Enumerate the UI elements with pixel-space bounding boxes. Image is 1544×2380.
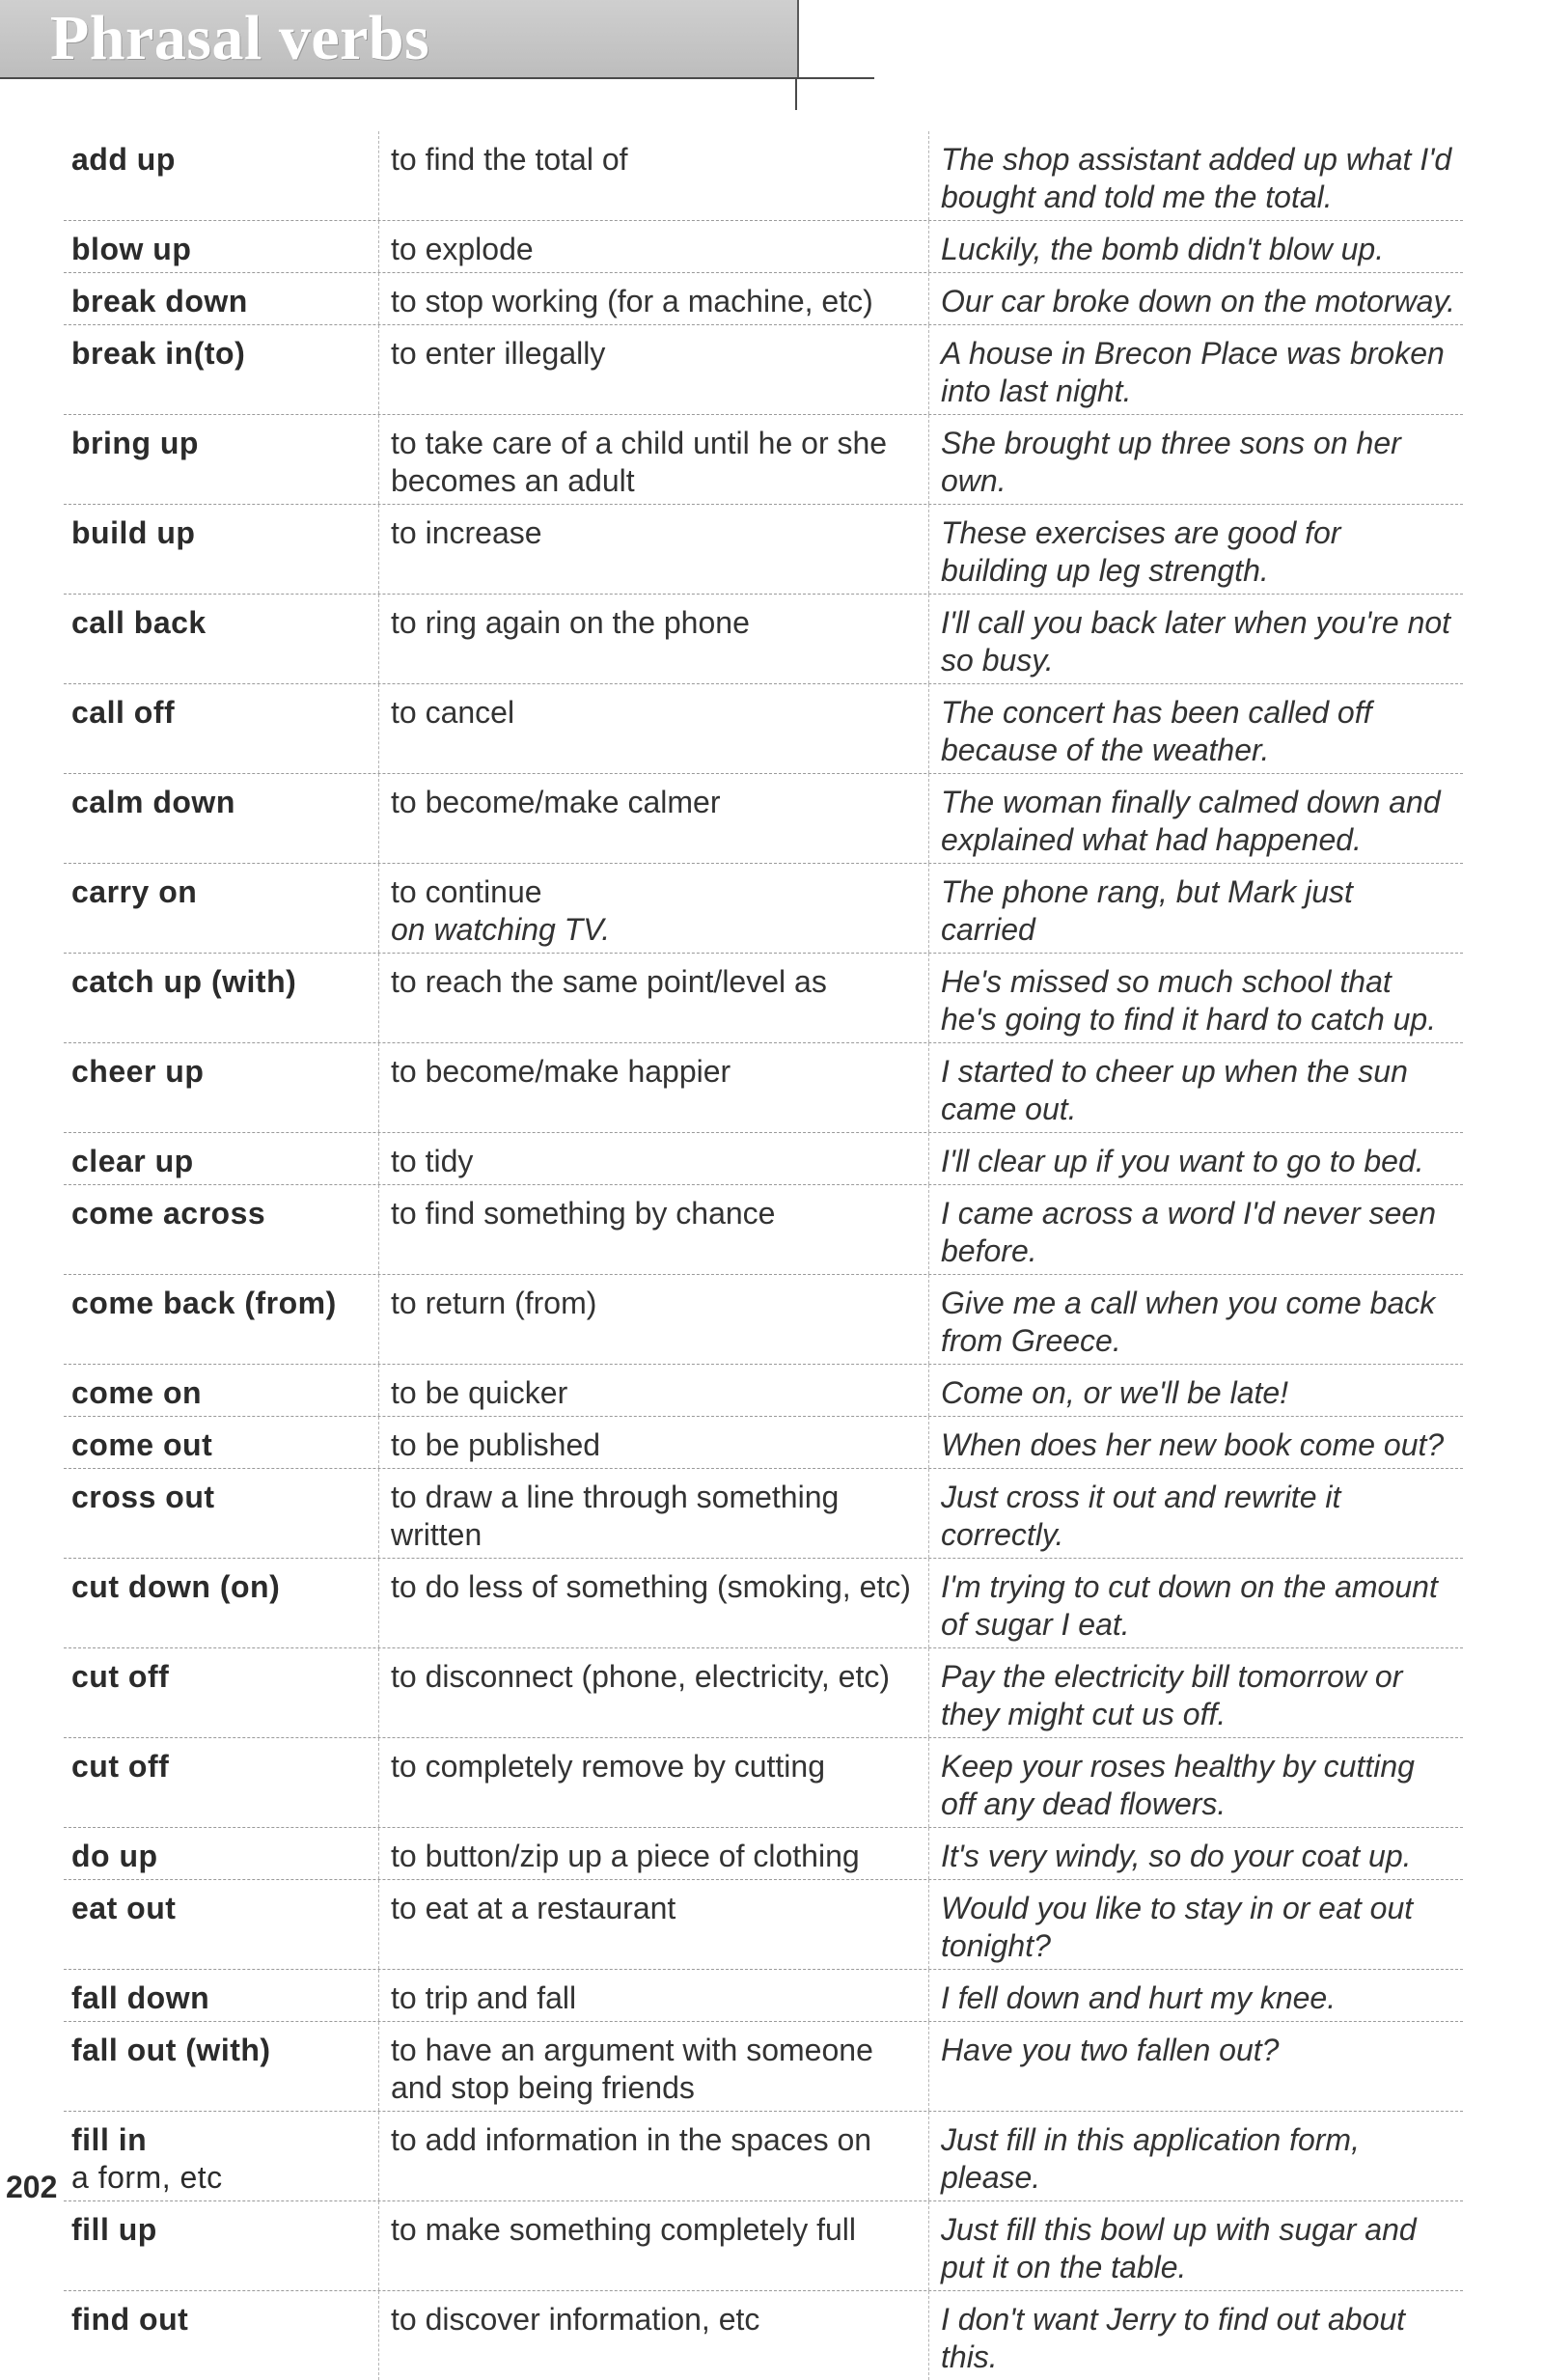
table-row <box>64 864 1463 954</box>
definition <box>378 595 928 683</box>
definition-text: to do less of something (smoking, etc) <box>391 1569 911 1604</box>
example-sentence: Just fill in this application form, please. <box>928 2112 1463 2200</box>
table-row <box>64 273 1463 325</box>
example-sentence: Give me a call when you come back from Greece. <box>928 1275 1463 1364</box>
definition-text: to reach the same point/level as <box>391 964 827 999</box>
example-sentence: I'll clear up if you want to go to bed. <box>928 1133 1463 1184</box>
definition <box>378 1275 928 1364</box>
example-sentence: The concert has been called off because of the weather. <box>928 684 1463 773</box>
example-sentence: Luckily, the bomb didn't blow up. <box>928 221 1463 272</box>
title-rule <box>0 77 874 79</box>
table-row <box>64 1559 1463 1648</box>
phrasal-verb <box>64 273 378 324</box>
example-sentence: A house in Brecon Place was broken into last night. <box>928 325 1463 414</box>
phrasal-verb-text: cut off <box>71 1659 170 1694</box>
phrasal-verb-text: do up <box>71 1839 158 1873</box>
definition-text: to find something by chance <box>391 1196 776 1231</box>
definition-text: to make something completely full <box>391 2212 856 2247</box>
definition-text: to completely remove by cutting <box>391 1749 825 1784</box>
phrasal-verb-note: a form, etc <box>71 2160 223 2195</box>
definition <box>378 1469 928 1558</box>
definition-text: to tidy <box>391 1144 474 1178</box>
table-row <box>64 2112 1463 2201</box>
table-row <box>64 1417 1463 1469</box>
definition-text: to trip and fall <box>391 1980 577 2015</box>
table-row <box>64 1365 1463 1417</box>
definition-text: to explode <box>391 232 534 266</box>
definition-text: to discover information, etc <box>391 2302 760 2337</box>
example-sentence: She brought up three sons on her own. <box>928 415 1463 504</box>
phrasal-verb-text: come out <box>71 1427 213 1462</box>
table-row <box>64 774 1463 864</box>
phrasal-verb <box>64 1970 378 2021</box>
definition-text: to draw a line through something written <box>391 1480 840 1552</box>
definition-text: to become/make calmer <box>391 785 721 819</box>
phrasal-verb-text: calm down <box>71 785 235 819</box>
example-sentence: He's missed so much school that he's going to find it hard to catch up. <box>928 954 1463 1042</box>
definition-text: to increase <box>391 515 542 550</box>
page-number: 202 <box>6 2170 58 2204</box>
definition-text: to continue <box>391 874 542 909</box>
definition <box>378 1970 928 2021</box>
phrasal-verb <box>64 1880 378 1969</box>
table-row <box>64 1880 1463 1970</box>
example-sentence: These exercises are good for building up leg strength. <box>928 505 1463 594</box>
definition-text: to enter illegally <box>391 336 606 371</box>
phrasal-verb-text: eat out <box>71 1891 177 1925</box>
definition-text: to become/make happier <box>391 1054 731 1089</box>
table-row <box>64 595 1463 684</box>
table-row <box>64 1133 1463 1185</box>
definition <box>378 1417 928 1468</box>
table-row <box>64 1043 1463 1133</box>
definition <box>378 221 928 272</box>
table-row <box>64 221 1463 273</box>
phrasal-verb-text: call off <box>71 695 176 730</box>
phrasal-verb <box>64 774 378 863</box>
phrasal-verb-text: fall out (with) <box>71 2033 271 2067</box>
phrasal-verb <box>64 325 378 414</box>
definition-text: to add information in the spaces on <box>391 2122 872 2157</box>
definition <box>378 684 928 773</box>
phrasal-verb-text: fill up <box>71 2212 157 2247</box>
phrasal-verb <box>64 2291 378 2380</box>
table-row <box>64 954 1463 1043</box>
definition <box>378 415 928 504</box>
example-sentence: Have you two fallen out? <box>928 2022 1463 2111</box>
phrasal-verb <box>64 1828 378 1879</box>
example-sentence: I'm trying to cut down on the amount of sugar I eat. <box>928 1559 1463 1647</box>
phrasal-verb <box>64 221 378 272</box>
example-sentence: It's very windy, so do your coat up. <box>928 1828 1463 1879</box>
example-sentence: Just cross it out and rewrite it correctly. <box>928 1469 1463 1558</box>
table-row <box>64 131 1463 221</box>
definition-note: on watching TV. <box>391 912 611 947</box>
example-sentence: Pay the electricity bill tomorrow or they might cut us off. <box>928 1648 1463 1737</box>
definition <box>378 1828 928 1879</box>
phrasal-verbs-table <box>64 131 1463 2380</box>
table-row <box>64 1185 1463 1275</box>
example-sentence: I'll call you back later when you're not so busy. <box>928 595 1463 683</box>
phrasal-verb-text: bring up <box>71 426 199 460</box>
definition <box>378 505 928 594</box>
phrasal-verb-text: come across <box>71 1196 266 1231</box>
example-sentence: The phone rang, but Mark just carried <box>928 864 1463 953</box>
definition <box>378 1185 928 1274</box>
definition <box>378 954 928 1042</box>
phrasal-verb-text: cheer up <box>71 1054 205 1089</box>
phrasal-verb-text: blow up <box>71 232 192 266</box>
definition <box>378 2201 928 2290</box>
table-row <box>64 325 1463 415</box>
definition-text: to return (from) <box>391 1286 597 1320</box>
phrasal-verb-text: fall down <box>71 1980 210 2015</box>
definition-text: to ring again on the phone <box>391 605 750 640</box>
phrasal-verb <box>64 1275 378 1364</box>
title-rule-tick <box>795 77 797 110</box>
table-row <box>64 2201 1463 2291</box>
phrasal-verb <box>64 2201 378 2290</box>
phrasal-verb <box>64 1469 378 1558</box>
phrasal-verb-text: carry on <box>71 874 198 909</box>
table-row <box>64 1970 1463 2022</box>
definition <box>378 1043 928 1132</box>
phrasal-verb <box>64 415 378 504</box>
phrasal-verb <box>64 1043 378 1132</box>
example-sentence: Come on, or we'll be late! <box>928 1365 1463 1416</box>
example-sentence: The woman finally calmed down and explained what had happened. <box>928 774 1463 863</box>
phrasal-verb-text: cut down (on) <box>71 1569 281 1604</box>
definition <box>378 325 928 414</box>
definition-text: to find the total of <box>391 142 628 177</box>
example-sentence: I came across a word I'd never seen before. <box>928 1185 1463 1274</box>
definition <box>378 774 928 863</box>
page-title: Phrasal verbs <box>50 3 430 73</box>
definition <box>378 273 928 324</box>
definition <box>378 2022 928 2111</box>
example-sentence: Our car broke down on the motorway. <box>928 273 1463 324</box>
phrasal-verb-text: break in(to) <box>71 336 246 371</box>
example-sentence: When does her new book come out? <box>928 1417 1463 1468</box>
phrasal-verb <box>64 1185 378 1274</box>
table-row <box>64 1828 1463 1880</box>
phrasal-verb-text: clear up <box>71 1144 194 1178</box>
table-row <box>64 1469 1463 1559</box>
table-row <box>64 1275 1463 1365</box>
phrasal-verb <box>64 864 378 953</box>
definition <box>378 1365 928 1416</box>
phrasal-verb <box>64 1365 378 1416</box>
phrasal-verb-text: call back <box>71 605 207 640</box>
definition-text: to disconnect (phone, electricity, etc) <box>391 1659 890 1694</box>
definition <box>378 1880 928 1969</box>
table-row <box>64 505 1463 595</box>
phrasal-verb-text: build up <box>71 515 196 550</box>
example-sentence: I started to cheer up when the sun came out. <box>928 1043 1463 1132</box>
phrasal-verb-text: find out <box>71 2302 189 2337</box>
definition <box>378 2291 928 2380</box>
definition <box>378 864 928 953</box>
phrasal-verb <box>64 1648 378 1737</box>
definition-text: to eat at a restaurant <box>391 1891 676 1925</box>
title-banner <box>0 0 799 77</box>
definition <box>378 1648 928 1737</box>
table-row <box>64 2022 1463 2112</box>
definition-text: to take care of a child until he or she becomes an adult <box>391 426 888 498</box>
phrasal-verb-text: come back (from) <box>71 1286 337 1320</box>
definition-text: to stop working (for a machine, etc) <box>391 284 873 318</box>
definition <box>378 1133 928 1184</box>
example-sentence: I don't want Jerry to find out about this. <box>928 2291 1463 2380</box>
phrasal-verb <box>64 595 378 683</box>
phrasal-verb-text: cross out <box>71 1480 215 1514</box>
example-sentence: The shop assistant added up what I'd bought and told me the total. <box>928 131 1463 220</box>
phrasal-verb-text: cut off <box>71 1749 170 1784</box>
phrasal-verb <box>64 2022 378 2111</box>
phrasal-verb <box>64 1738 378 1827</box>
phrasal-verb <box>64 1133 378 1184</box>
definition-text: to button/zip up a piece of clothing <box>391 1839 860 1873</box>
table-row <box>64 2291 1463 2380</box>
phrasal-verb-text: break down <box>71 284 248 318</box>
example-sentence: I fell down and hurt my knee. <box>928 1970 1463 2021</box>
definition <box>378 1559 928 1647</box>
definition-text: to cancel <box>391 695 515 730</box>
definition-text: to be published <box>391 1427 601 1462</box>
phrasal-verb <box>64 131 378 220</box>
example-sentence: Just fill this bowl up with sugar and put it on the table. <box>928 2201 1463 2290</box>
phrasal-verb <box>64 684 378 773</box>
definition <box>378 2112 928 2200</box>
phrasal-verb-text: come on <box>71 1375 203 1410</box>
definition <box>378 1738 928 1827</box>
phrasal-verb <box>64 1417 378 1468</box>
phrasal-verb-text: add up <box>71 142 176 177</box>
phrasal-verb <box>64 505 378 594</box>
table-row <box>64 684 1463 774</box>
phrasal-verb-text: fill in <box>71 2122 148 2157</box>
definition-text: to be quicker <box>391 1375 568 1410</box>
definition <box>378 131 928 220</box>
table-row <box>64 1648 1463 1738</box>
definition-text: to have an argument with someone and stop being friends <box>391 2033 873 2105</box>
table-row <box>64 415 1463 505</box>
phrasal-verb-text: catch up (with) <box>71 964 297 999</box>
table-row <box>64 1738 1463 1828</box>
example-sentence: Keep your roses healthy by cutting off any dead flowers. <box>928 1738 1463 1827</box>
phrasal-verb <box>64 1559 378 1647</box>
phrasal-verb <box>64 954 378 1042</box>
phrasal-verb <box>64 2112 378 2200</box>
example-sentence: Would you like to stay in or eat out tonight? <box>928 1880 1463 1969</box>
